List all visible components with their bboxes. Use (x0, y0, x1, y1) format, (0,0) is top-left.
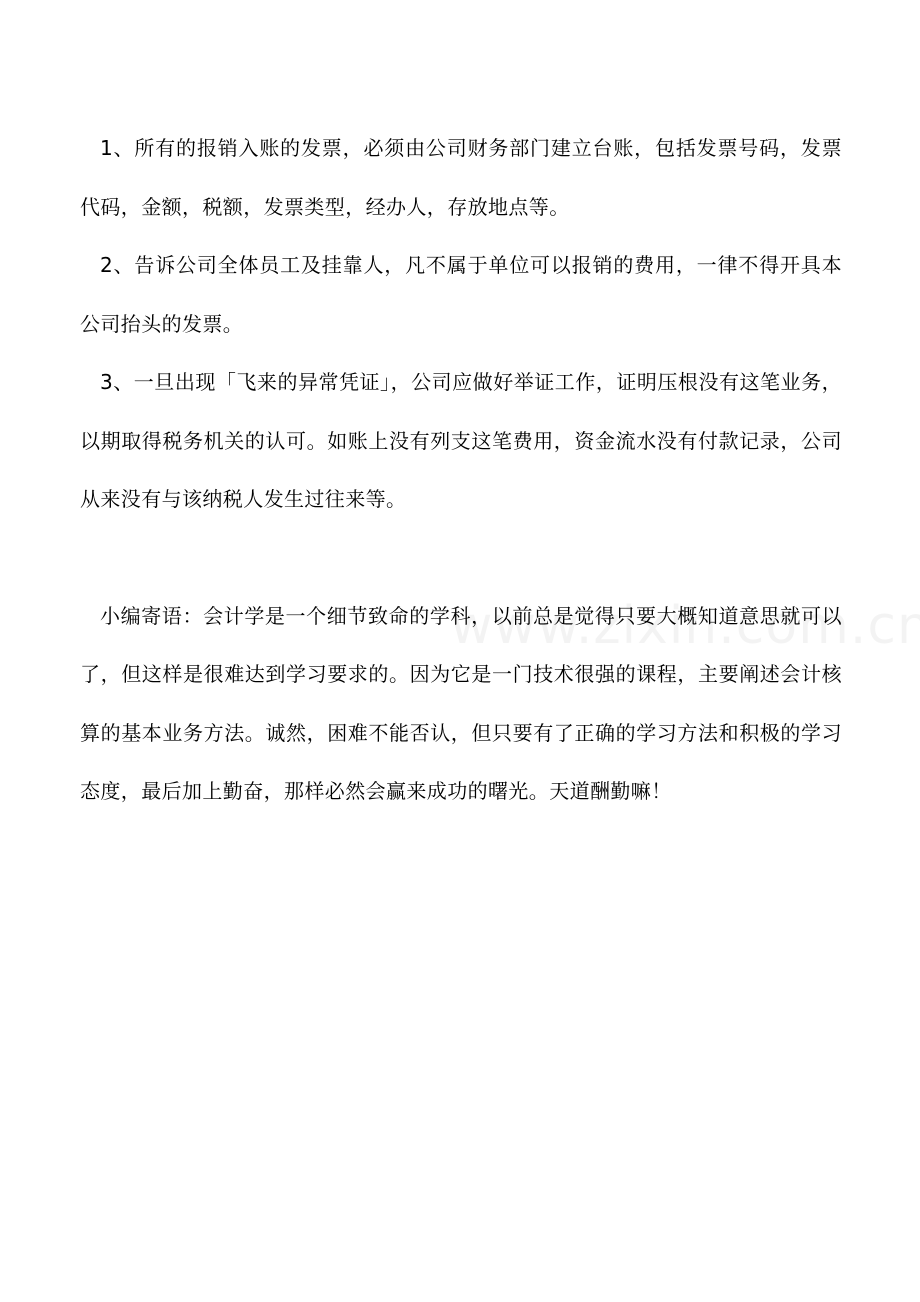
paragraph-item-2: 2、告诉公司全体员工及挂靠人，凡不属于单位可以报销的费用，一律不得开具本公司抬头的发票。 (80, 253, 842, 336)
document-body (80, 119, 842, 821)
editor-note: 小编寄语：会计学是一个细节致命的学科，以前总是觉得只要大概知道意思就可以了，但这样是很难达到学习要求的。因为它是一门技术很强的课程，主要阐述会计核算的基本业务方法。诚然，困难不能否认，但只要有了正确的学习方法和积极的学习态度，最后加上勤奋，那样必然会赢来成功的曙光。天道酬勤嘛！ (80, 603, 842, 803)
paragraph-item-1: 1、所有的报销入账的发票，必须由公司财务部门建立台账，包括发票号码，发票代码，金额，税额，发票类型，经办人，存放地点等。 (80, 136, 842, 219)
paragraph-item-3: 3、一旦出现「飞来的异常凭证」，公司应做好举证工作，证明压根没有这笔业务，以期取得税务机关的认可。如账上没有列支这笔费用，资金流水没有付款记录，公司从来没有与该纳税人发生过往来等。 (80, 370, 842, 511)
paragraph-spacer (80, 529, 842, 587)
